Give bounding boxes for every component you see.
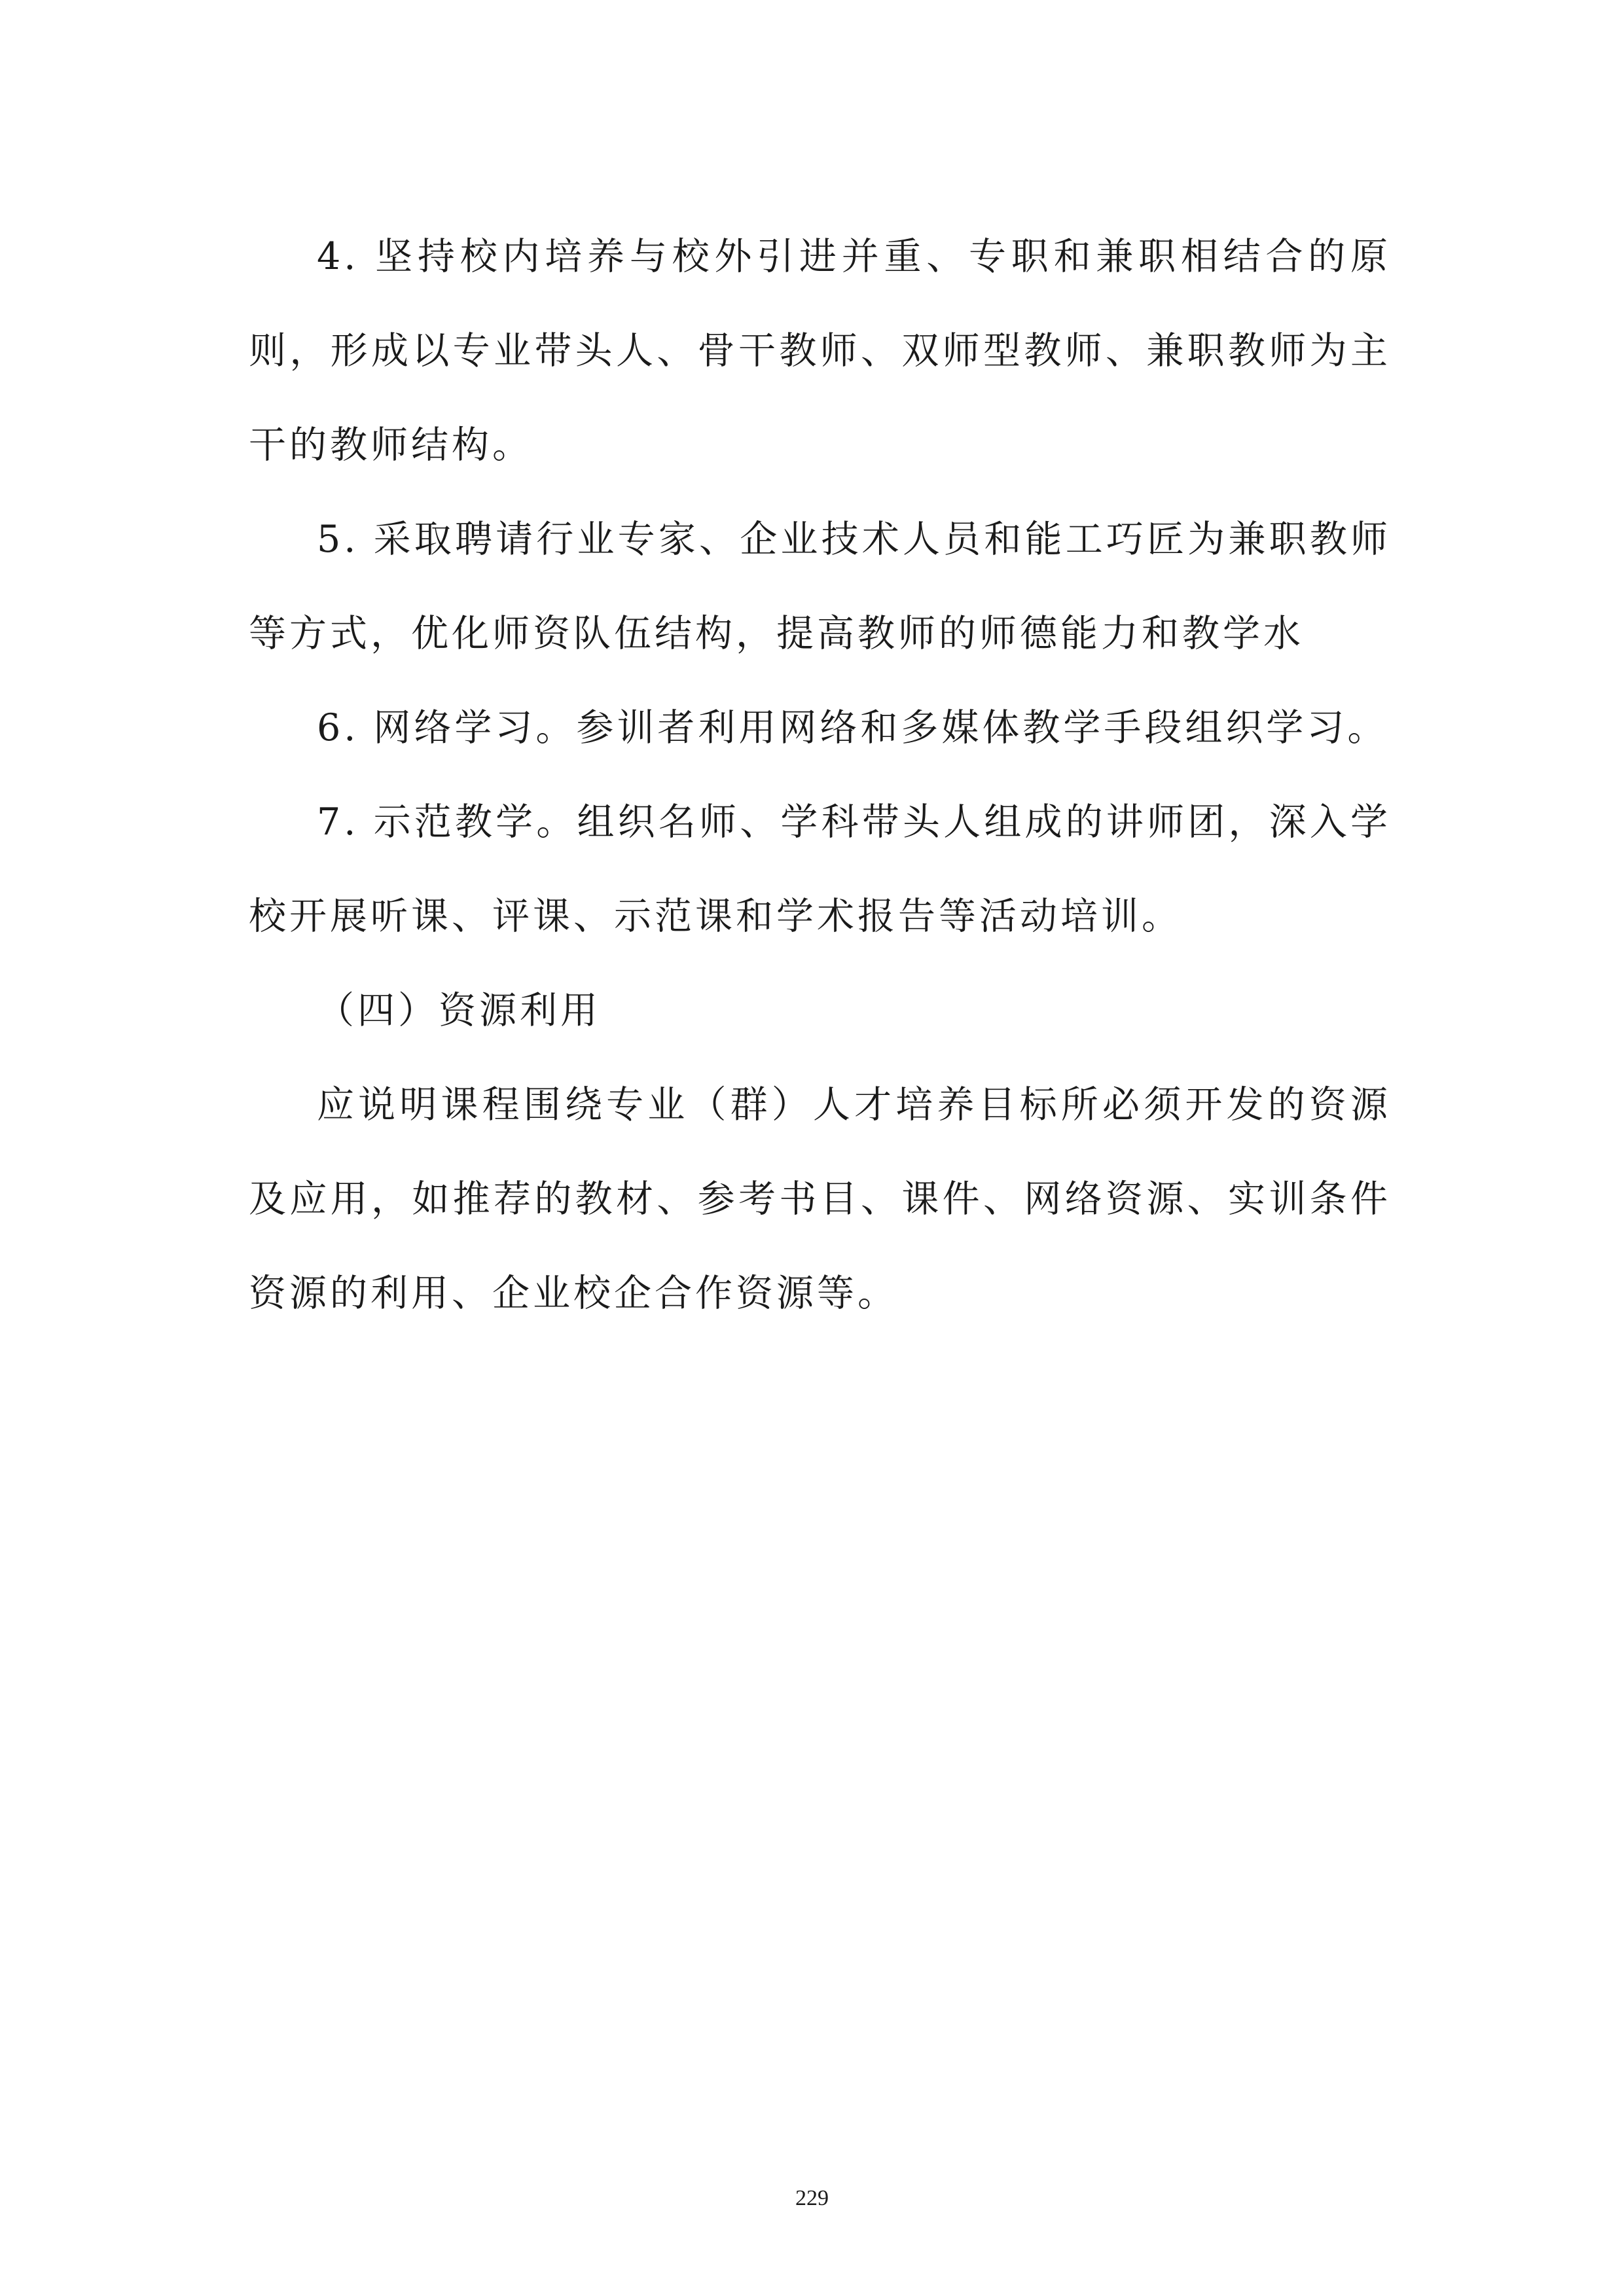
paragraph-item-7 (249, 775, 1391, 963)
paragraph-text: 网络学习。参训者利用网络和多媒体教学手段组织学习。 (373, 706, 1388, 749)
paragraph-item-4 (249, 209, 1391, 492)
paragraph-number: 7. (317, 800, 359, 844)
paragraph-text: 采取聘请行业专家、企业技术人员和能工巧匠为兼职教师等方式，优化师资队伍结构，提高教师的师德能力和教学水 (249, 518, 1391, 655)
document-body (249, 209, 1391, 1340)
paragraph-item-6 (249, 681, 1391, 775)
paragraph-number: 6. (317, 706, 359, 749)
page-number: 229 (795, 2186, 829, 2210)
paragraph-item-5 (249, 492, 1391, 681)
section-heading: （四）资源利用 (317, 989, 601, 1032)
paragraph-text: 示范教学。组织名师、学科带头人组成的讲师团，深入学校开展听课、评课、示范课和学术报告等活动培训。 (249, 800, 1391, 938)
paragraph-number: 5. (317, 518, 359, 561)
paragraph-text: 坚持校内培养与校外引进并重、专职和兼职相结合的原则，形成以专业带头人、骨干教师、双师型教师、兼职教师为主干的教师结构。 (249, 235, 1391, 467)
section-body: 应说明课程围绕专业（群）人才培养目标所必须开发的资源及应用，如推荐的教材、参考书目、课件、网络资源、实训条件资源的利用、企业校企合作资源等。 (249, 1083, 1391, 1315)
paragraph-number: 4. (317, 235, 359, 278)
